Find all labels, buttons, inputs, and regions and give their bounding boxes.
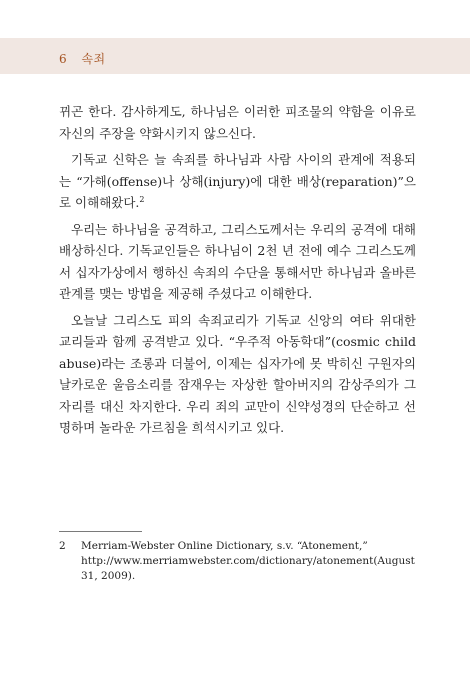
body-text — [59, 101, 416, 444]
page-number: 6 — [59, 52, 68, 66]
paragraph-2 — [59, 149, 416, 214]
paragraph-3: 우리는 하나님을 공격하고, 그리스도께서는 우리의 공격에 대해 배상하신다. 기독교인들은 하나님이 2천 년 전에 예수 그리스도께서 십자가상에서 행하신 속죄의 수단을 통해서만 하나님과 올바른 관계를 맺는 방법을 제공해 주셨다고 이해한다. — [59, 221, 416, 301]
paragraph-1: 뀌곤 한다. 감사하게도, 하나님은 이러한 피조물의 약함을 이유로 자신의 주장을 약화시키지 않으신다. — [59, 104, 416, 141]
paragraph-2-text: 기독교 신학은 늘 속죄를 하나님과 사람 사이의 관계에 적용되는 “가해(offense)나 상해(injury)에 대한 배상(reparation)”으로 이해해왔다. — [59, 152, 416, 210]
footnote-divider — [59, 531, 142, 532]
paragraph-4: 오늘날 그리스도 피의 속죄교리가 기독교 신앙의 여타 위대한 교리들과 함께 공격받고 있다. “우주적 아동학대”(cosmic child abuse)라는 조롱과 더불어, 이제는 십자가에 못 박히신 구원자의 날카로운 울음소리를 잠재우는 자상한 할아버지의 감상주의가 그 자리를 대신 차지한다. 우리 죄의 교만이 신약성경의 단순하고 선명하며 놀라운 가르침을 희석시키고 있다. — [59, 312, 416, 435]
running-header — [59, 50, 106, 67]
footnote-text: Merriam-Webster Online Dictionary, s.v. “Atonement,” http://www.merriamwebster.com/dictionary/atonement(August 31, 2009). — [81, 540, 415, 582]
footnote — [59, 539, 429, 584]
section-title: 속죄 — [81, 52, 106, 66]
footnote-number: 2 — [59, 540, 66, 552]
footnote-ref: 2 — [139, 194, 145, 204]
